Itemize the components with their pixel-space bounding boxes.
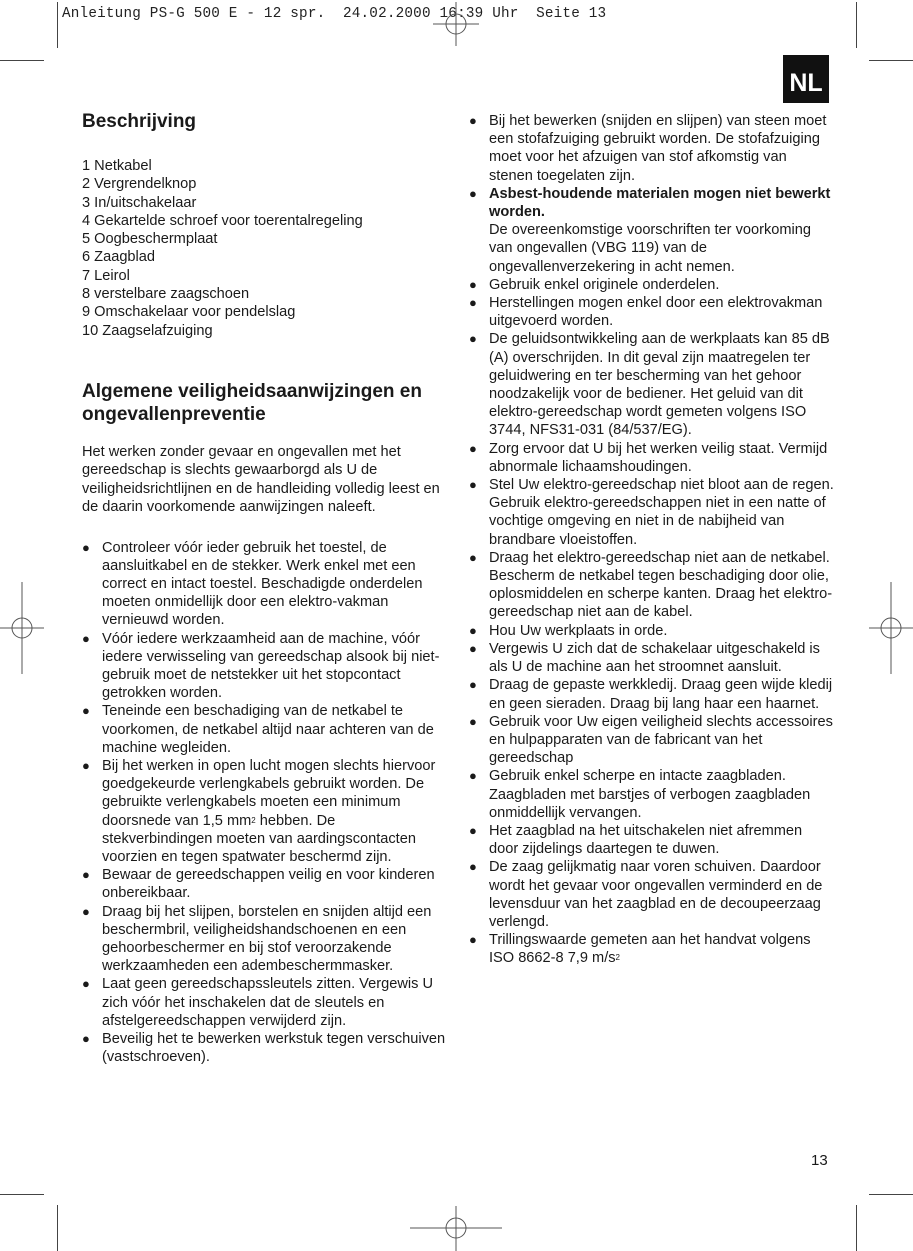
- parts-list: [82, 157, 447, 340]
- parts-list-item: 1 Netkabel: [82, 158, 152, 174]
- safety-bullet: ● Herstellingen mogen enkel door een elektrovakman uitgevoerd worden.: [469, 294, 834, 330]
- safety-bullet: ● Gebruik voor Uw eigen veiligheid slechts accessoires en hulpapparaten van de fabricant van het gereedschap: [469, 713, 834, 768]
- safety-bullet: ● Zorg ervoor dat U bij het werken veilig staat. Vermijd abnormale lichaamshoudingen.: [469, 440, 834, 476]
- parts-list-item: 5 Oogbeschermplaat: [82, 231, 218, 248]
- registration-mark-right-icon: [869, 582, 913, 674]
- crop-mark-bottom-right-horizontal: [869, 1194, 913, 1195]
- safety-bullet-asbestos: [469, 185, 834, 276]
- parts-list-item: 8 verstelbare zaagschoen: [82, 286, 250, 303]
- safety-bullet: ● Draag de gepaste werkkledij. Draag geen wijde kledij en geen sieraden. Draag bij lang haar een haarnet.: [469, 676, 834, 712]
- print-header: Anleitung PS-G 500 E - 12 spr. 24.02.2000 16:39 Uhr Seite 13: [62, 6, 607, 22]
- outdoor-text-after: hebben. De stekverbindingen moeten van aardingscontacten voorzien en tegen spatwater beschermd zijn.: [102, 812, 416, 866]
- safety-bullet: ● Het zaagblad na het uitschakelen niet afremmen door zijdelings daartegen te duwen.: [469, 822, 834, 858]
- heading-safety: [82, 380, 447, 426]
- safety-bullet: ● Vóór iedere werkzaamheid aan de machine, vóór iedere verwisseling van gereedschap alsook bij niet-gebruik moet de netstekker uit het stopcontact getrokken worden.: [82, 630, 447, 703]
- safety-bullet: ● De geluidsontwikkeling aan de werkplaats kan 85 dB (A) overschrijden. In dit geval zijn maatregelen ter geluidwering en ter bescherming van het gehoor noodzakelijk voor de bediener. Het geluid van dit elektro-gereedschap wordt gemeten volgens ISO 3744, NFS31-031 (84/537/EG).: [469, 330, 834, 439]
- safety-bullet-vibration: [469, 931, 834, 967]
- registration-mark-top-icon: [433, 2, 479, 46]
- right-column: [469, 112, 834, 968]
- heading-safety-line1: Algemene veiligheidsaanwijzingen en: [82, 380, 422, 402]
- asbestos-warning: Asbest-houdende materialen mogen niet bewerkt worden.: [489, 185, 831, 221]
- parts-list-item: 2 Vergrendelknop: [82, 176, 197, 193]
- parts-list-item: 10 Zaagselafzuiging: [82, 322, 213, 339]
- registration-mark-left-icon: [0, 582, 44, 674]
- safety-bullet-outdoor: [82, 757, 447, 866]
- asbestos-text: De overeenkomstige voorschriften ter voorkoming van ongevallen (VBG 119) van de ongevallenverzekering in acht nemen.: [489, 222, 812, 275]
- registration-mark-bottom-icon: [410, 1206, 502, 1251]
- parts-list-item: 9 Omschakelaar voor pendelslag: [82, 304, 296, 321]
- superscript: 2: [251, 815, 256, 825]
- safety-bullet-stone: ● Bij het bewerken (snijden en slijpen) van steen moet een stofafzuiging gebruikt worden. De stofafzuiging moet voor het afzuigen van stof afkomstig van stenen toegelaten zijn.: [469, 112, 834, 185]
- crop-mark-top-right-vertical: [856, 2, 857, 48]
- safety-bullet: ● Bewaar de gereedschappen veilig en voor kinderen onbereikbaar.: [82, 866, 447, 902]
- safety-bullet: ● De zaag gelijkmatig naar voren schuiven. Daardoor wordt het gevaar voor ongevallen verminderd en de levensduur van het zaagblad en de decoupeerzaag verlengd.: [469, 858, 834, 931]
- safety-bullet: ● Draag bij het slijpen, borstelen en snijden altijd een beschermbril, veiligheidshandschoenen en een gehoorbeschermer en bij stof veroorzakende werkzaamheden een adembeschermmasker.: [82, 903, 447, 976]
- left-column: [82, 110, 447, 1066]
- safety-bullet: ● Gebruik enkel originele onderdelen.: [469, 276, 834, 294]
- parts-list-item: 6 Zaagblad: [82, 249, 156, 266]
- safety-bullet: ● Teneinde een beschadiging van de netkabel te voorkomen, de netkabel altijd naar achteren van de machine wegleiden.: [82, 702, 447, 757]
- safety-bullet: ● Beveilig het te bewerken werkstuk tegen verschuiven (vastschroeven).: [82, 1030, 447, 1066]
- superscript: 2: [615, 953, 620, 963]
- language-badge: NL: [783, 55, 829, 103]
- page-number: 13: [811, 1152, 828, 1169]
- safety-bullets-left: [82, 539, 447, 1067]
- parts-list-item: 4 Gekartelde schroef voor toerentalregeling: [82, 212, 363, 229]
- crop-mark-bottom-left-vertical: [57, 1205, 58, 1251]
- safety-bullet: ● Controleer vóór ieder gebruik het toestel, de aansluitkabel en de stekker. Werk enkel met een correct en intact toestel. Beschadigde onderdelen moeten onmidellijk door een elektro-vakman vernieuwd worden.: [82, 539, 447, 630]
- safety-intro: Het werken zonder gevaar en ongevallen met het gereedschap is slechts gewaarborgd als U de veiligheidsrichtlijnen en de handleiding volledig leest en de daarin voorkomende aanwijzingen naleeft.: [82, 443, 440, 516]
- crop-mark-top-left-horizontal: [0, 60, 44, 61]
- outdoor-text-before: Bij het werken in open lucht mogen slechts hiervoor goedgekeurde verlengkabels gebruikt worden. De gebruikte verlengkabels moeten een minimum doorsnede van 1,5 mm: [102, 758, 436, 829]
- parts-list-item: 7 Leirol: [82, 267, 130, 284]
- vibration-text: Trillingswaarde gemeten aan het handvat volgens ISO 8662-8 7,9 m/s: [489, 932, 811, 967]
- safety-bullet: ● Hou Uw werkplaats in orde.: [469, 622, 834, 640]
- safety-bullet: ● Vergewis U zich dat de schakelaar uitgeschakeld is als U de machine aan het stroomnet aansluit.: [469, 640, 834, 676]
- parts-list-item: 3 In/uitschakelaar: [82, 194, 197, 211]
- crop-mark-top-left-vertical: [57, 2, 58, 48]
- safety-bullets-right: [469, 112, 834, 968]
- safety-bullet: ● Laat geen gereedschapssleutels zitten. Vergewis U zich vóór het inschakelen dat de sleutels en afstelgereedschappen verwijderd zijn.: [82, 975, 447, 1030]
- heading-safety-line2: ongevallenpreventie: [82, 403, 266, 425]
- safety-bullet: ● Draag het elektro-gereedschap niet aan de netkabel. Bescherm de netkabel tegen beschadiging door olie, oplosmiddelen en scherpe kanten. Draag het elektro-gereedschap niet aan de kabel.: [469, 549, 834, 622]
- safety-bullet: ● Stel Uw elektro-gereedschap niet bloot aan de regen. Gebruik elektro-gereedschappen niet in een natte of vochtige omgeving en niet in de nabijheid van brandbare vloeistoffen.: [469, 476, 834, 549]
- crop-mark-bottom-left-horizontal: [0, 1194, 44, 1195]
- safety-bullet: ● Gebruik enkel scherpe en intacte zaagbladen. Zaagbladen met barstjes of verbogen zaagbladen onmiddellijk vervangen.: [469, 767, 834, 822]
- crop-mark-bottom-right-vertical: [856, 1205, 857, 1251]
- crop-mark-top-right-horizontal: [869, 60, 913, 61]
- heading-description: Beschrijving: [82, 111, 197, 132]
